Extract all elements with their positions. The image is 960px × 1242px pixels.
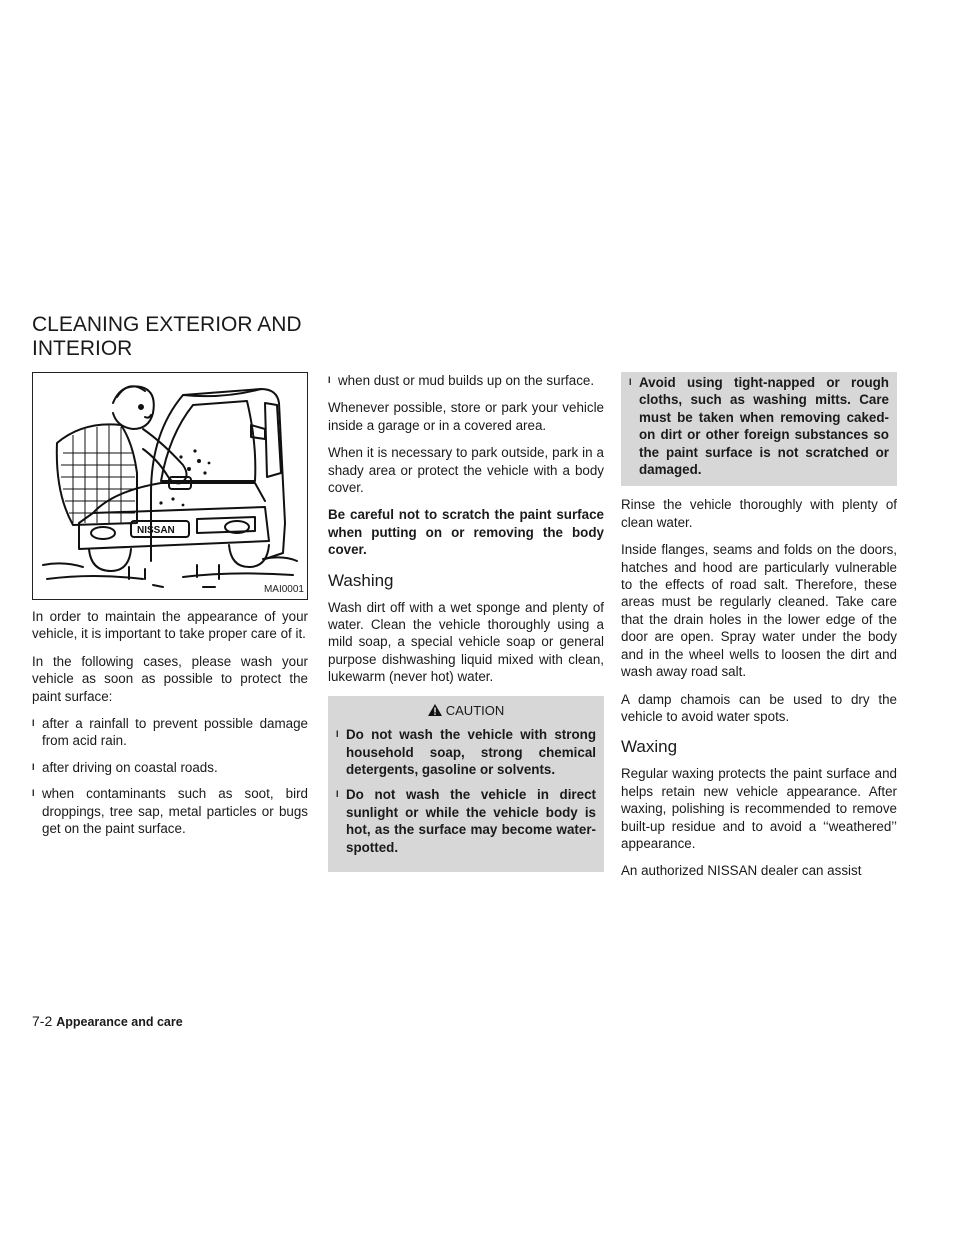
list-item-text: when contaminants such as soot, bird droppings, tree sap, metal particles or bugs get on the paint surface.	[42, 786, 308, 837]
list-item	[32, 785, 308, 837]
caution-item-text: Avoid using tight-napped or rough cloths, such as washing mitts. Care must be taken when removing caked-on dirt or other foreign substances so the paint surface is not scratched or damaged.	[639, 375, 889, 478]
parking-paragraph: When it is necessary to park outside, park in a shady area or protect the vehicle with a body cover.	[328, 445, 604, 496]
road-salt-paragraph: Inside flanges, seams and folds on the doors, hatches and hood are particularly vulnerable to the effects of road salt. Therefore, these areas must be regularly cleaned. Take care that the drain holes in the lower edge of the door are open. Spray water under the body and in the wheel wells to loosen the dirt and wash away road salt.	[621, 542, 897, 680]
rinse-paragraph: Rinse the vehicle thoroughly with plenty of clean water.	[621, 497, 897, 530]
dealer-paragraph: An authorized NISSAN dealer can assist	[621, 863, 862, 879]
section-title	[32, 313, 302, 361]
page-number: 7-2	[32, 1013, 53, 1029]
wash-cases-list	[32, 715, 308, 837]
list-item-text: when dust or mud builds up on the surface.	[338, 373, 595, 388]
column-2	[328, 372, 604, 882]
wash-cases-list-continued	[328, 372, 604, 389]
section-title-line2: INTERIOR	[32, 337, 133, 360]
washing-paragraph: Wash dirt off with a wet sponge and plenty of water. Clean the vehicle thoroughly using a mild soap, a special vehicle soap or general purpose dishwashing liquid mixed with clean, lukewarm (never hot) water.	[328, 599, 604, 685]
caution-list-continued	[629, 374, 889, 478]
bullet-icon: I	[336, 729, 339, 740]
waxing-heading: Waxing	[621, 737, 678, 757]
warning-triangle-icon	[428, 703, 442, 720]
column-3	[621, 372, 897, 890]
caution-item	[629, 374, 889, 478]
storage-paragraph: Whenever possible, store or park your vehicle inside a garage or in a covered area.	[328, 400, 604, 433]
waxing-paragraph: Regular waxing protects the paint surface and helps retain new vehicle appearance. After waxing, polishing is recommended to remove built-up residue and to avoid a ‘‘weathered’’ appearance.	[621, 766, 897, 851]
bullet-icon: I	[336, 789, 339, 800]
list-item-text: after driving on coastal roads.	[42, 759, 218, 775]
list-item-text: after a rainfall to prevent possible damage from acid rain.	[42, 716, 308, 749]
chapter-title: Appearance and care	[56, 1015, 183, 1029]
caution-item-text: Do not wash the vehicle with strong household soap, strong chemical detergents, gasoline or solvents.	[346, 727, 596, 777]
chamois-paragraph: A damp chamois can be used to dry the vehicle to avoid water spots.	[621, 691, 897, 724]
bullet-icon: I	[32, 761, 35, 772]
figure-code: MAI0001	[263, 583, 304, 595]
bullet-icon: I	[32, 788, 35, 799]
caution-box	[328, 696, 604, 872]
intro-paragraph: In order to maintain the appearance of your vehicle, it is important to take proper care of it.	[32, 609, 308, 642]
caution-label: CAUTION	[445, 702, 505, 718]
bullet-icon: I	[629, 377, 632, 387]
column-1	[32, 372, 308, 847]
caution-item	[336, 786, 596, 856]
list-item	[32, 759, 308, 776]
caution-header	[336, 702, 596, 720]
bullet-icon: I	[32, 718, 35, 729]
body-cover-warning: Be careful not to scratch the paint surface when putting on or removing the body cover.	[328, 507, 604, 558]
list-item	[328, 372, 604, 389]
page-footer	[32, 1013, 183, 1029]
wash-cases-paragraph: In the following cases, please wash your vehicle as soon as possible to protect the paint surface:	[32, 653, 308, 704]
car-washing-illustration	[32, 372, 308, 600]
caution-item	[336, 726, 596, 778]
caution-list	[336, 726, 596, 856]
bullet-icon: I	[328, 375, 331, 385]
list-item	[32, 715, 308, 750]
section-title-line1: CLEANING EXTERIOR AND	[32, 313, 302, 336]
license-plate-text: NISSAN	[137, 525, 175, 536]
caution-item-text: Do not wash the vehicle in direct sunlight or while the vehicle body is hot, as the surface may become water-spotted.	[346, 787, 596, 855]
car-washing-drawing	[33, 373, 307, 599]
caution-box-continued	[621, 372, 897, 486]
washing-heading: Washing	[328, 570, 394, 590]
